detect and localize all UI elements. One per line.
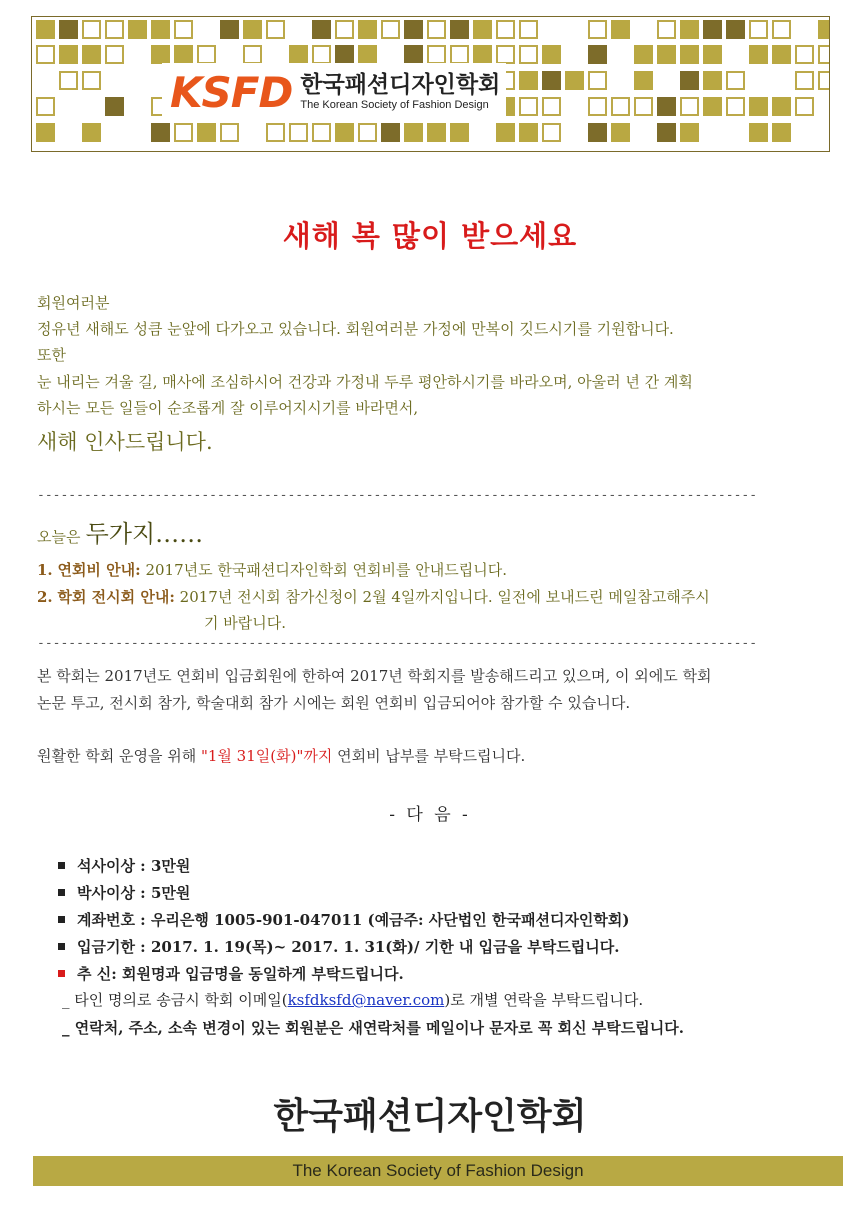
decorative-tile [59, 45, 78, 64]
decorative-tile [772, 97, 791, 116]
decorative-tile [358, 123, 377, 142]
note-contact-change: _ 연락처, 주소, 소속 변경이 있는 회원분은 새연락처를 메일이나 문자로 꼭 회신 부탁드립니다. [62, 1019, 684, 1037]
today-item-2 [37, 584, 710, 611]
decorative-tile [749, 45, 768, 64]
decorative-tile [680, 71, 699, 90]
decorative-tile [450, 20, 469, 39]
footer-title: 한국패션디자인학회 [273, 1096, 587, 1137]
decorative-tile [427, 123, 446, 142]
decorative-tile [151, 20, 170, 39]
greeting-line-4: 하시는 모든 일들이 순조롭게 잘 이루어지시기를 바라면서, [37, 399, 419, 417]
decorative-tile [703, 45, 722, 64]
logo-mark: KSFD [170, 67, 293, 117]
decorative-tile [174, 20, 193, 39]
decorative-tile [657, 45, 676, 64]
decorative-tile [818, 45, 830, 64]
decorative-tile [795, 45, 814, 64]
today-item-1 [37, 557, 507, 584]
deadline-highlight: "1월 31일(화)"까지 [200, 747, 333, 765]
ksfd-logo [162, 63, 506, 121]
decorative-tile [220, 123, 239, 142]
decorative-tile [703, 71, 722, 90]
greeting-closing: 새해 인사드립니다. [37, 430, 213, 454]
decorative-tile [82, 71, 101, 90]
decorative-tile [611, 97, 630, 116]
bullet-square-icon [58, 943, 65, 950]
decorative-tile [335, 45, 354, 64]
decorative-tile [335, 123, 354, 142]
decorative-tile [59, 20, 78, 39]
decorative-tile [657, 20, 676, 39]
decorative-tile [542, 123, 561, 142]
decorative-tile [36, 45, 55, 64]
details-heading: - 다 음 - [389, 805, 471, 825]
decorative-tile [519, 45, 538, 64]
decorative-tile [427, 45, 446, 64]
footer-subtitle: The Korean Society of Fashion Design [292, 1161, 584, 1180]
decorative-tile [450, 45, 469, 64]
deadline-notice [37, 743, 525, 770]
decorative-tile [266, 123, 285, 142]
notice-line-1: 본 학회는 2017년도 연회비 입금회원에 한하여 2017년 학회지를 발송해드리고 있으며, 이 외에도 학회 [37, 667, 712, 685]
detail-item-deadline: 입금기한 : 2017. 1. 19(목)~ 2017. 1. 31(화)/ 기한 내 입금을 부탁드립니다. [58, 933, 630, 960]
decorative-tile [726, 71, 745, 90]
today-prefix: 오늘은 [37, 528, 81, 546]
today-item-2-continuation: 기 바랍니다. [204, 614, 286, 632]
today-highlight: 두가지…… [85, 520, 204, 548]
header-banner [31, 16, 830, 152]
today-item-2-label: 학회 전시회 안내: [57, 588, 175, 606]
decorative-tile [381, 20, 400, 39]
decorative-tile [312, 45, 331, 64]
decorative-tile [588, 123, 607, 142]
decorative-tile [588, 97, 607, 116]
decorative-tile [703, 97, 722, 116]
logo-korean-name: 한국패션디자인학회 [300, 72, 501, 98]
decorative-tile [266, 20, 285, 39]
decorative-tile [243, 20, 262, 39]
decorative-tile [818, 71, 830, 90]
decorative-tile [36, 97, 55, 116]
decorative-tile [772, 123, 791, 142]
decorative-tile [680, 45, 699, 64]
email-link[interactable]: ksfdksfd@naver.com [287, 991, 445, 1009]
decorative-tile [174, 123, 193, 142]
greeting-line-1: 정유년 새해도 성큼 눈앞에 다가오고 있습니다. 회원여러분 가정에 만복이 깃드시기를 기원합니다. [37, 320, 674, 338]
decorative-tile [496, 123, 515, 142]
decorative-tile [312, 123, 331, 142]
decorative-tile [542, 97, 561, 116]
details-list [58, 852, 630, 987]
divider-bottom: -------------------------------------------------------------------------------------------- [37, 636, 758, 651]
decorative-tile [772, 20, 791, 39]
divider-top: -------------------------------------------------------------------------------------------- [37, 488, 758, 503]
decorative-tile [82, 45, 101, 64]
decorative-tile [680, 20, 699, 39]
notice-line-2: 논문 투고, 전시회 참가, 학술대회 참가 시에는 회원 연회비 입금되어야 참가할 수 있습니다. [37, 694, 631, 712]
decorative-tile [657, 123, 676, 142]
decorative-tile [588, 20, 607, 39]
decorative-tile [174, 45, 193, 64]
decorative-tile [634, 45, 653, 64]
today-heading [37, 514, 203, 549]
decorative-tile [519, 123, 538, 142]
today-item-1-text: 2017년도 한국패션디자인학회 연회비를 안내드립니다. [145, 561, 507, 579]
decorative-tile [105, 97, 124, 116]
decorative-tile [726, 97, 745, 116]
decorative-tile [105, 45, 124, 64]
decorative-tile [473, 45, 492, 64]
decorative-tile [59, 71, 78, 90]
decorative-tile [795, 71, 814, 90]
decorative-tile [680, 123, 699, 142]
greeting-line-3: 눈 내리는 겨울 길, 매사에 조심하시어 건강과 가정내 두루 평안하시기를 바라오며, 아울러 년 간 계획 [37, 373, 693, 391]
deadline-prefix: 원활한 학회 운영을 위해 [37, 747, 201, 765]
decorative-tile [749, 123, 768, 142]
logo-english-name: The Korean Society of Fashion Design [300, 99, 489, 111]
decorative-tile [151, 123, 170, 142]
decorative-tile [749, 97, 768, 116]
note-email-suffix: )로 개별 연락을 부탁드립니다. [444, 991, 644, 1009]
detail-item-account: 계좌번호 : 우리은행 1005-901-047011 (예금주: 사단법인 한국패션디자인학회) [58, 906, 630, 933]
decorative-tile [634, 97, 653, 116]
decorative-tile [657, 97, 676, 116]
decorative-tile [404, 45, 423, 64]
decorative-tile [519, 71, 538, 90]
decorative-tile [289, 123, 308, 142]
decorative-tile [220, 20, 239, 39]
decorative-tile [381, 123, 400, 142]
decorative-tile [703, 20, 722, 39]
decorative-tile [519, 97, 538, 116]
note-email [62, 989, 643, 1010]
decorative-tile [726, 20, 745, 39]
decorative-tile [496, 20, 515, 39]
decorative-tile [519, 20, 538, 39]
footer-bar [33, 1156, 843, 1186]
decorative-tile [496, 45, 515, 64]
decorative-tile [243, 45, 262, 64]
decorative-tile [128, 20, 147, 39]
decorative-tile [36, 123, 55, 142]
decorative-tile [197, 123, 216, 142]
decorative-tile [795, 97, 814, 116]
decorative-tile [749, 20, 768, 39]
today-item-2-text: 2017년 전시회 참가신청이 2월 4일까지입니다. 일전에 보내드린 메일참고해주시 [179, 588, 710, 606]
decorative-tile [427, 20, 446, 39]
decorative-tile [358, 20, 377, 39]
today-item-2-num: 2. [37, 588, 53, 606]
decorative-tile [36, 20, 55, 39]
greeting-line-2: 또한 [37, 346, 66, 364]
bullet-square-icon [58, 889, 65, 896]
decorative-tile [611, 123, 630, 142]
decorative-tile [772, 45, 791, 64]
decorative-tile [473, 20, 492, 39]
bullet-square-icon [58, 862, 65, 869]
decorative-tile [82, 123, 101, 142]
decorative-tile [565, 71, 584, 90]
decorative-tile [680, 97, 699, 116]
detail-item-masters: 석사이상 : 3만원 [58, 852, 630, 879]
decorative-tile [289, 45, 308, 64]
today-item-1-label: 연회비 안내: [57, 561, 141, 579]
decorative-tile [151, 45, 170, 64]
decorative-tile [634, 71, 653, 90]
decorative-tile [105, 20, 124, 39]
decorative-tile [542, 45, 561, 64]
detail-item-doctorate: 박사이상 : 5만원 [58, 879, 630, 906]
decorative-tile [404, 123, 423, 142]
decorative-tile [588, 45, 607, 64]
note-email-prefix: _ 타인 명의로 송금시 학회 이메일( [62, 991, 288, 1009]
decorative-tile [450, 123, 469, 142]
today-item-1-num: 1. [37, 561, 53, 579]
salutation: 회원여러분 [37, 294, 110, 312]
decorative-tile [818, 20, 830, 39]
decorative-tile [358, 45, 377, 64]
decorative-tile [404, 20, 423, 39]
greeting-title: 새해 복 많이 받으세요 [282, 219, 578, 253]
detail-item-postscript: 추 신: 회원명과 입금명을 동일하게 부탁드립니다. [58, 960, 630, 987]
decorative-tile [312, 20, 331, 39]
decorative-tile [542, 71, 561, 90]
bullet-square-icon [58, 916, 65, 923]
decorative-tile [611, 20, 630, 39]
decorative-tile [82, 20, 101, 39]
deadline-suffix: 연회비 납부를 부탁드립니다. [332, 747, 526, 765]
decorative-tile [197, 45, 216, 64]
bullet-square-icon [58, 970, 65, 977]
decorative-tile [588, 71, 607, 90]
decorative-tile [335, 20, 354, 39]
